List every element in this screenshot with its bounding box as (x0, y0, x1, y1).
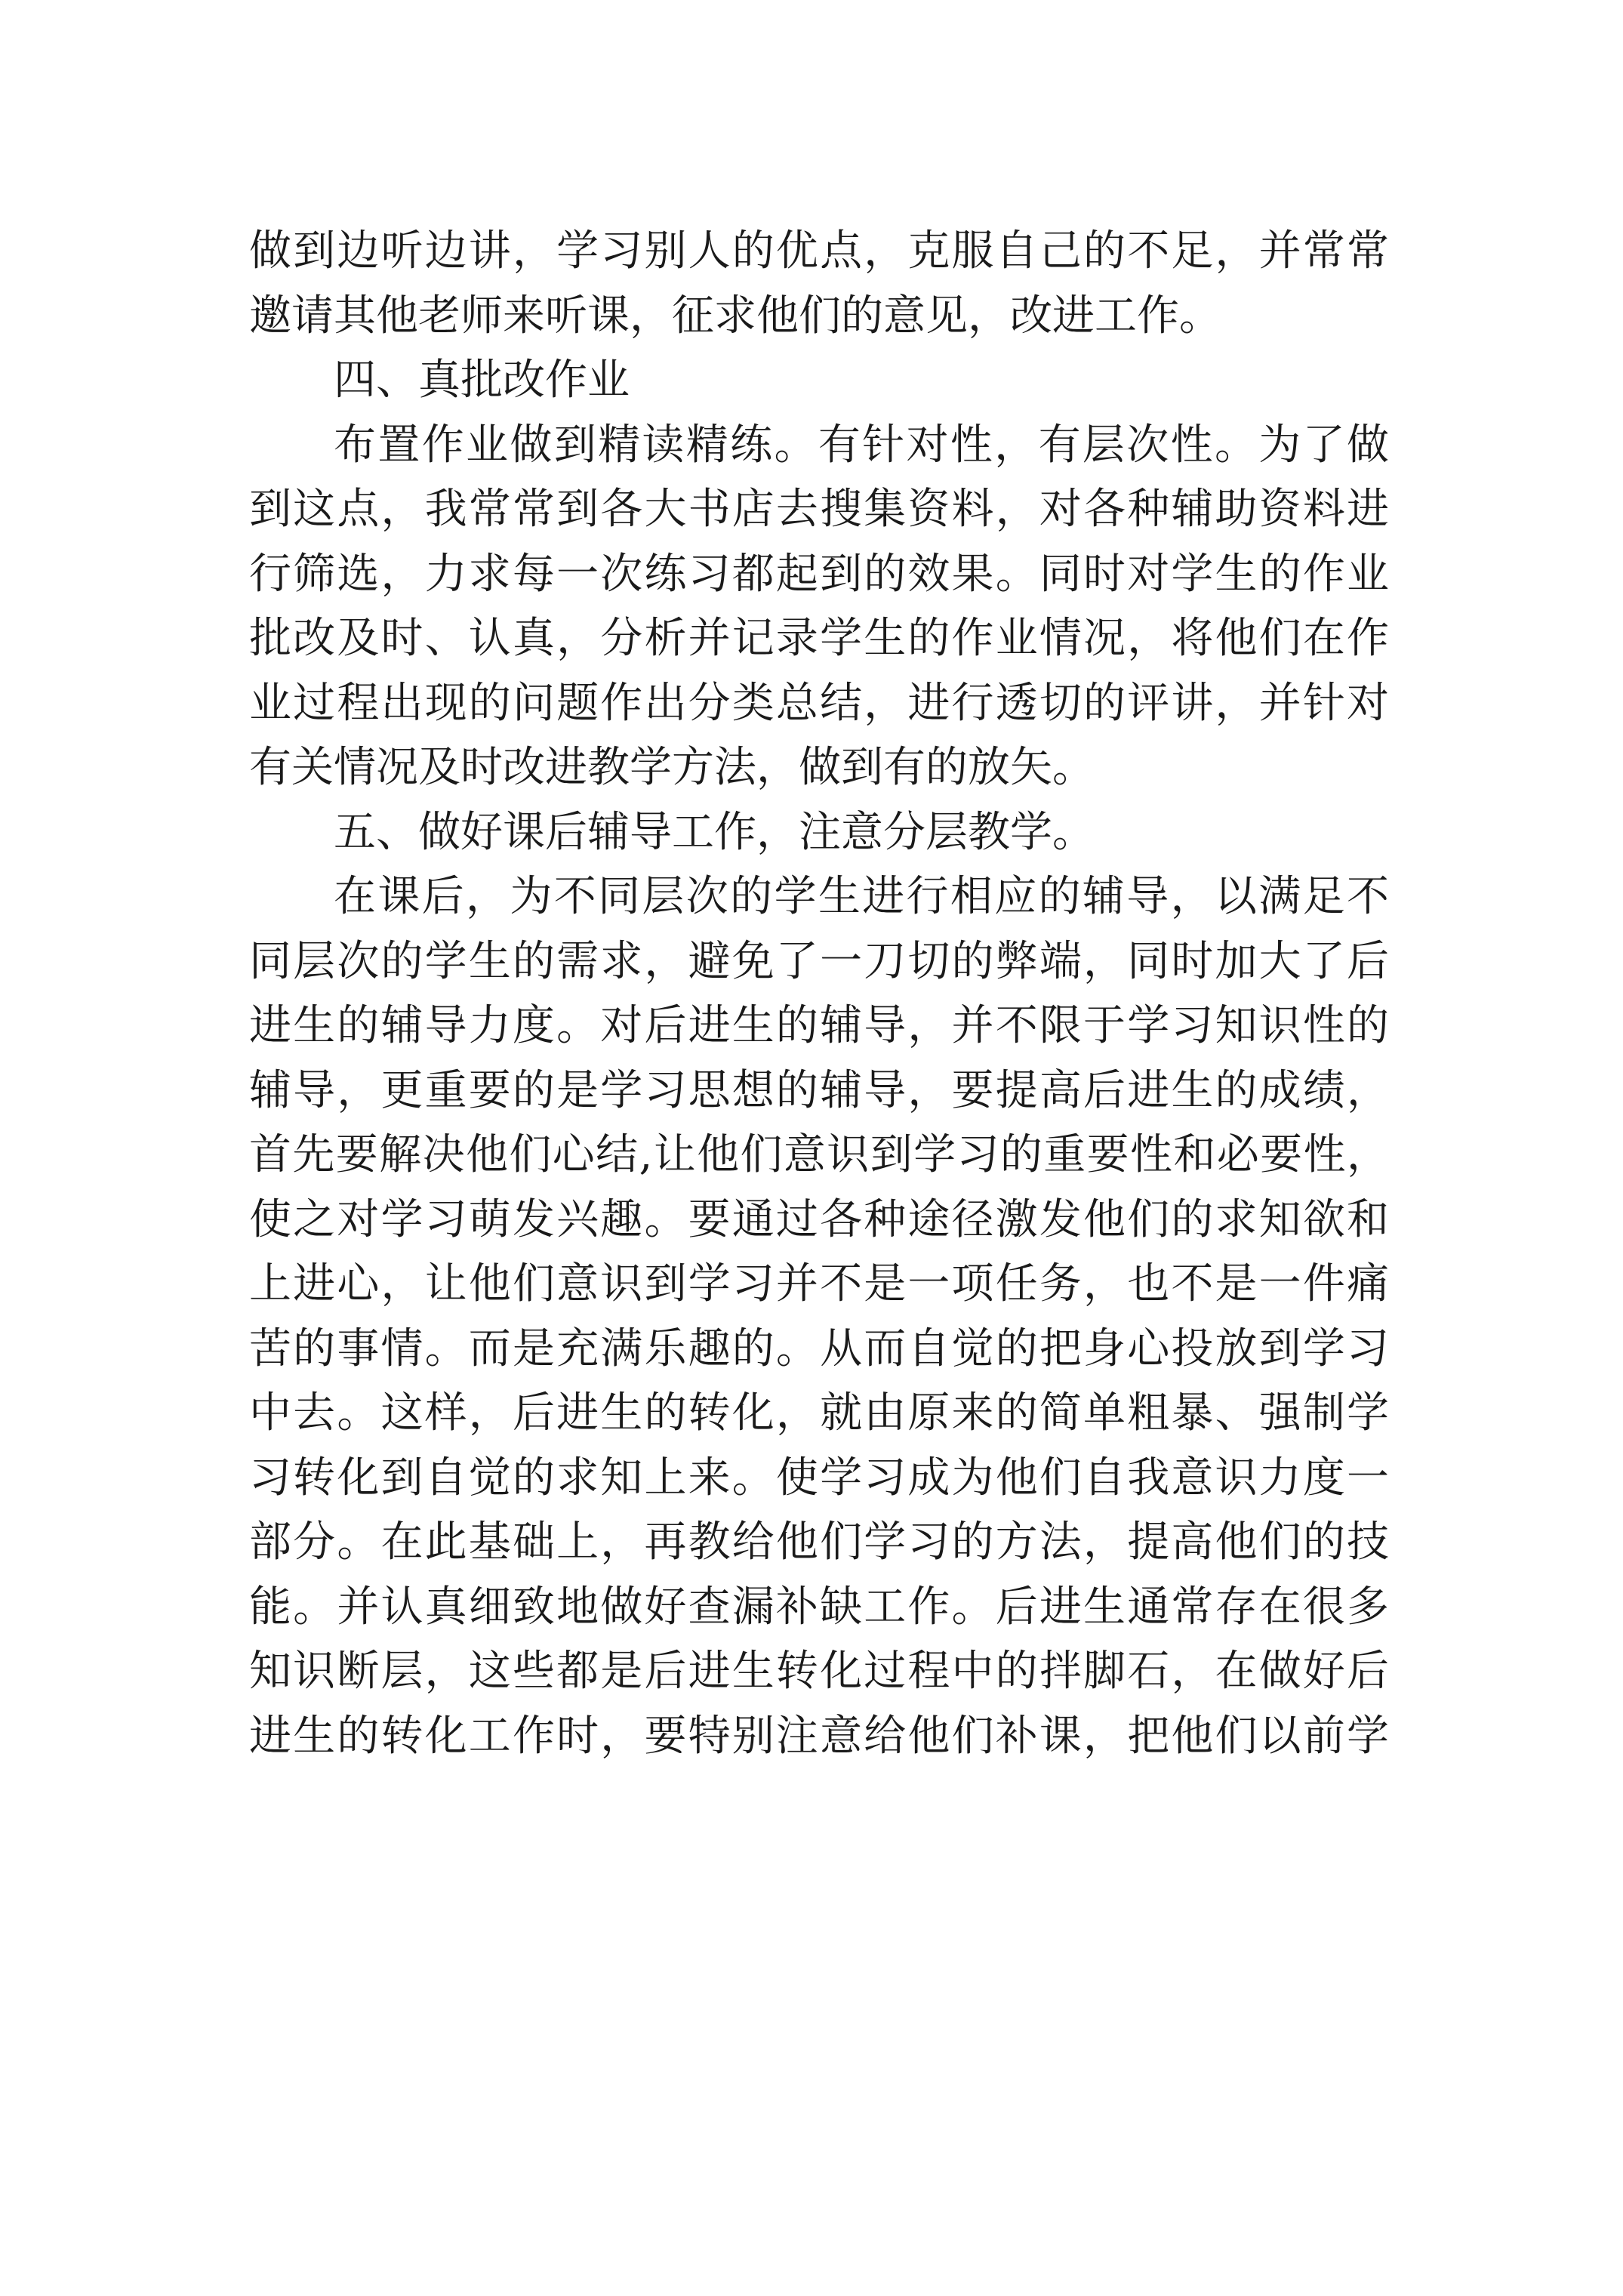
text-line: 使之对学习萌发兴趣。要通过各种途径激发他们的求知欲和 (249, 1194, 1389, 1244)
text-line: 进生的辅导力度。对后进生的辅导，并不限于学习知识性的 (249, 1001, 1389, 1050)
body-text (249, 219, 1389, 1768)
text-line: 到这点，我常常到各大书店去搜集资料，对各种辅助资料进 (249, 485, 1389, 534)
text-line: 上进心，让他们意识到学习并不是一项任务，也不是一件痛 (249, 1259, 1389, 1308)
text-line: 业过程出现的问题作出分类总结，进行透切的评讲，并针对 (249, 678, 1389, 728)
text-line: 能。并认真细致地做好查漏补缺工作。后进生通常存在很多 (249, 1582, 1389, 1632)
text-line: 首先要解决他们心结,让他们意识到学习的重要性和必要性， (249, 1130, 1389, 1179)
text-line: 五、做好课后辅导工作，注意分层教学。 (334, 807, 1095, 857)
text-line: 辅导，更重要的是学习思想的辅导，要提高后进生的成绩， (249, 1065, 1389, 1115)
text-line: 行筛选，力求每一次练习都起到的效果。同时对学生的作业 (249, 549, 1389, 599)
text-line: 同层次的学生的需求，避免了一刀切的弊端，同时加大了后 (249, 936, 1389, 986)
text-line: 批改及时、认真，分析并记录学生的作业情况，将他们在作 (249, 614, 1389, 663)
text-line: 进生的转化工作时，要特别注意给他们补课，把他们以前学 (249, 1711, 1389, 1761)
text-line: 布置作业做到精读精练。有针对性，有层次性。为了做 (334, 420, 1389, 470)
text-line: 邀请其他老师来听课，征求他们的意见，改进工作。 (249, 291, 1221, 341)
text-line: 做到边听边讲，学习别人的优点，克服自己的不足，并常常 (249, 227, 1389, 276)
text-line: 四、真批改作业 (334, 356, 630, 405)
text-line: 部分。在此基础上，再教给他们学习的方法，提高他们的技 (249, 1518, 1389, 1567)
text-line: 在课后，为不同层次的学生进行相应的辅导，以满足不 (334, 872, 1389, 921)
text-line: 苦的事情。而是充满乐趣的。从而自觉的把身心投放到学习 (249, 1324, 1389, 1373)
text-line: 中去。这样，后进生的转化，就由原来的简单粗暴、强制学 (249, 1388, 1389, 1438)
text-line: 知识断层，这些都是后进生转化过程中的拌脚石，在做好后 (249, 1647, 1389, 1696)
text-line: 有关情况及时改进教学方法，做到有的放矢。 (249, 743, 1095, 792)
text-line: 习转化到自觉的求知上来。使学习成为他们自我意识力度一 (249, 1453, 1389, 1502)
